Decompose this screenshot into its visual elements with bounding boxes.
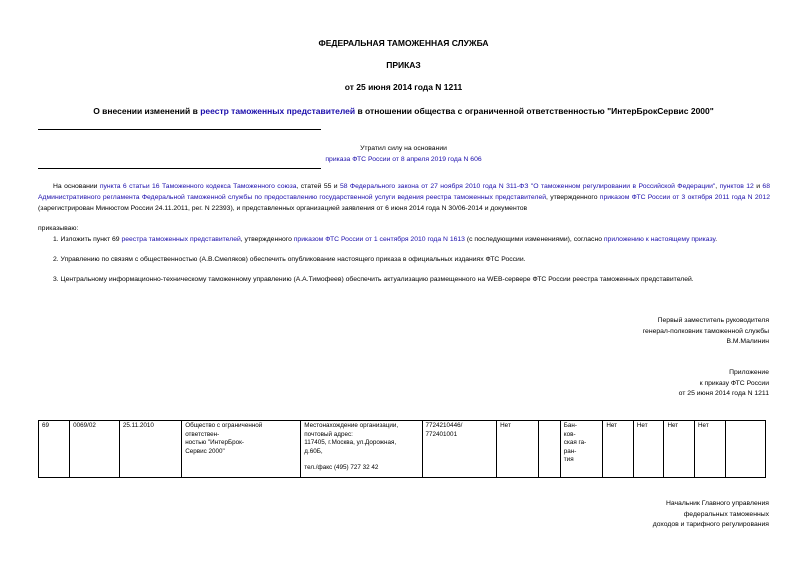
order-item-3: 3. Центральному информационно-техническому таможенному управлению (А.А.Тимофеев) обеспечить актуализацию размещенного на WEB-сервере ФТС России реестра таможенных представителей. xyxy=(53,276,694,283)
preamble-text: , утвержденного xyxy=(546,194,600,201)
title-text-pre: О внесении изменений в xyxy=(93,106,201,116)
footer-line-1: Начальник Главного управления xyxy=(665,500,769,507)
separator-top xyxy=(38,129,321,130)
address-line: почтовый адрес: xyxy=(304,430,353,438)
agency-heading: ФЕДЕРАЛЬНАЯ ТАМОЖЕННАЯ СЛУЖБА xyxy=(318,38,489,48)
address-gap xyxy=(304,456,418,464)
footer-signature xyxy=(653,499,769,531)
link-reglament-p68[interactable]: 68 Административного регламента Федеральной таможенной службы по предоставлению государственной услуги ведения реестра таможенных представителей xyxy=(38,183,770,201)
doc-date-number: от 25 июня 2014 года N 1211 xyxy=(344,82,463,92)
cell-address xyxy=(301,421,422,478)
doc-type-heading: ПРИКАЗ xyxy=(386,60,421,70)
cell-col8 xyxy=(538,421,560,478)
cell-num: 69 xyxy=(39,421,70,478)
kpp-line: 772401001 xyxy=(425,430,458,438)
title-text-post: в отношении общества с ограниченной ответственностью "ИнтерБрокСервис 2000" xyxy=(355,106,714,116)
address-line: д.60Б, xyxy=(304,447,323,455)
preamble-text: и xyxy=(753,183,763,190)
link-registry[interactable]: реестра таможенных представителей xyxy=(121,236,241,243)
item-text: , утвержденного xyxy=(240,236,294,243)
address-phone: тел./факс (495) 727 32 42 xyxy=(304,464,379,472)
preamble-paragraph xyxy=(38,181,770,214)
status-line-1: Утратил силу на основании xyxy=(360,145,447,152)
signature-line-2: генерал-полковник таможенной службы xyxy=(642,327,769,335)
registry-table xyxy=(38,420,766,478)
signature-block xyxy=(643,316,769,348)
table-row xyxy=(39,421,766,478)
bank-line: ков- xyxy=(563,430,576,438)
footer-line-2: федеральных таможенных xyxy=(683,510,769,518)
org-line: Общество с ограниченной ответствен- xyxy=(185,422,263,438)
item-text: . xyxy=(715,236,718,243)
order-item-2: 2. Управлению по связям с общественностью (А.В.Смеляков) обеспечить опубликование настоящего приказа в официальных изданиях ФТС России. xyxy=(53,256,526,263)
appendix-line-2: к приказу ФТС России xyxy=(699,379,769,387)
address-line: Местонахождение организации, xyxy=(304,422,399,429)
org-line: Сервис 2000" xyxy=(185,447,225,455)
cell-col14 xyxy=(725,421,765,478)
cell-date: 25.11.2010 xyxy=(119,421,181,478)
cell-inn-kpp xyxy=(422,421,497,478)
preamble-text: (зарегистрирован Минюстом России 24.11.2011, рег. N 22393), и представленных организацией заявления от 6 июня 2014 года N 30/06-2014 и документов xyxy=(38,205,528,212)
link-tk-ts-art16[interactable]: пункта 6 статьи 16 Таможенного кодекса Таможенного союза xyxy=(99,183,297,190)
inn-line: 7724210446/ xyxy=(425,422,463,429)
bank-line: ран- xyxy=(563,447,577,455)
document-title xyxy=(0,106,807,116)
cell-reg-number: 0069/02 xyxy=(70,421,120,478)
link-fz-311[interactable]: 58 Федерального закона от 27 ноября 2010 года N 311-ФЗ "О таможенном регулировании в Российской Федерации" xyxy=(339,183,716,190)
address-line: 117405, г.Москва, ул.Дорожная, xyxy=(304,439,397,447)
appendix-line-1: Приложение xyxy=(729,369,769,376)
appendix-line-3: от 25 июня 2014 года N 1211 xyxy=(678,390,769,397)
order-word: приказываю: xyxy=(38,225,79,232)
signature-line-3: В.М.Малинин xyxy=(726,338,769,345)
link-reglament-p12[interactable]: пунктов 12 xyxy=(719,183,754,190)
title-registry-link[interactable]: реестр таможенных представителей xyxy=(200,106,356,116)
bank-line: тия xyxy=(563,456,574,464)
cell-col12: Нет xyxy=(664,421,695,478)
bank-line: ская га- xyxy=(563,439,587,447)
appendix-block xyxy=(679,368,769,400)
signature-line-1: Первый заместитель руководителя xyxy=(657,317,769,324)
separator-bottom xyxy=(38,168,321,169)
status-note xyxy=(0,143,807,165)
footer-line-3: доходов и тарифного регулирования xyxy=(652,521,769,528)
item-text: (с последующими изменениями), согласно xyxy=(464,236,604,243)
status-repeal-link[interactable]: приказа ФТС России от 8 апреля 2019 года N 606 xyxy=(325,156,482,163)
order-item-1 xyxy=(53,234,770,245)
cell-col11: Нет xyxy=(633,421,664,478)
link-order-1613[interactable]: приказом ФТС России от 1 сентября 2010 года N 1613 xyxy=(293,236,465,243)
link-appendix[interactable]: приложению к настоящему приказу xyxy=(603,236,716,243)
cell-organization xyxy=(182,421,301,478)
cell-col10: Нет xyxy=(603,421,634,478)
cell-col7: Нет xyxy=(497,421,538,478)
item-text: 1. Изложить пункт 69 xyxy=(53,236,122,243)
link-order-2012[interactable]: приказом ФТС России от 3 октября 2011 года N 2012 xyxy=(599,194,770,201)
preamble-text: , статей 55 и xyxy=(296,183,340,190)
preamble-text: На основании xyxy=(53,183,100,190)
preamble-text: , xyxy=(715,183,720,190)
org-line: ностью "ИнтерБрок- xyxy=(185,439,244,447)
cell-col13: Нет xyxy=(695,421,726,478)
bank-line: Бан- xyxy=(563,422,578,429)
cell-bank-guarantee xyxy=(560,421,603,478)
